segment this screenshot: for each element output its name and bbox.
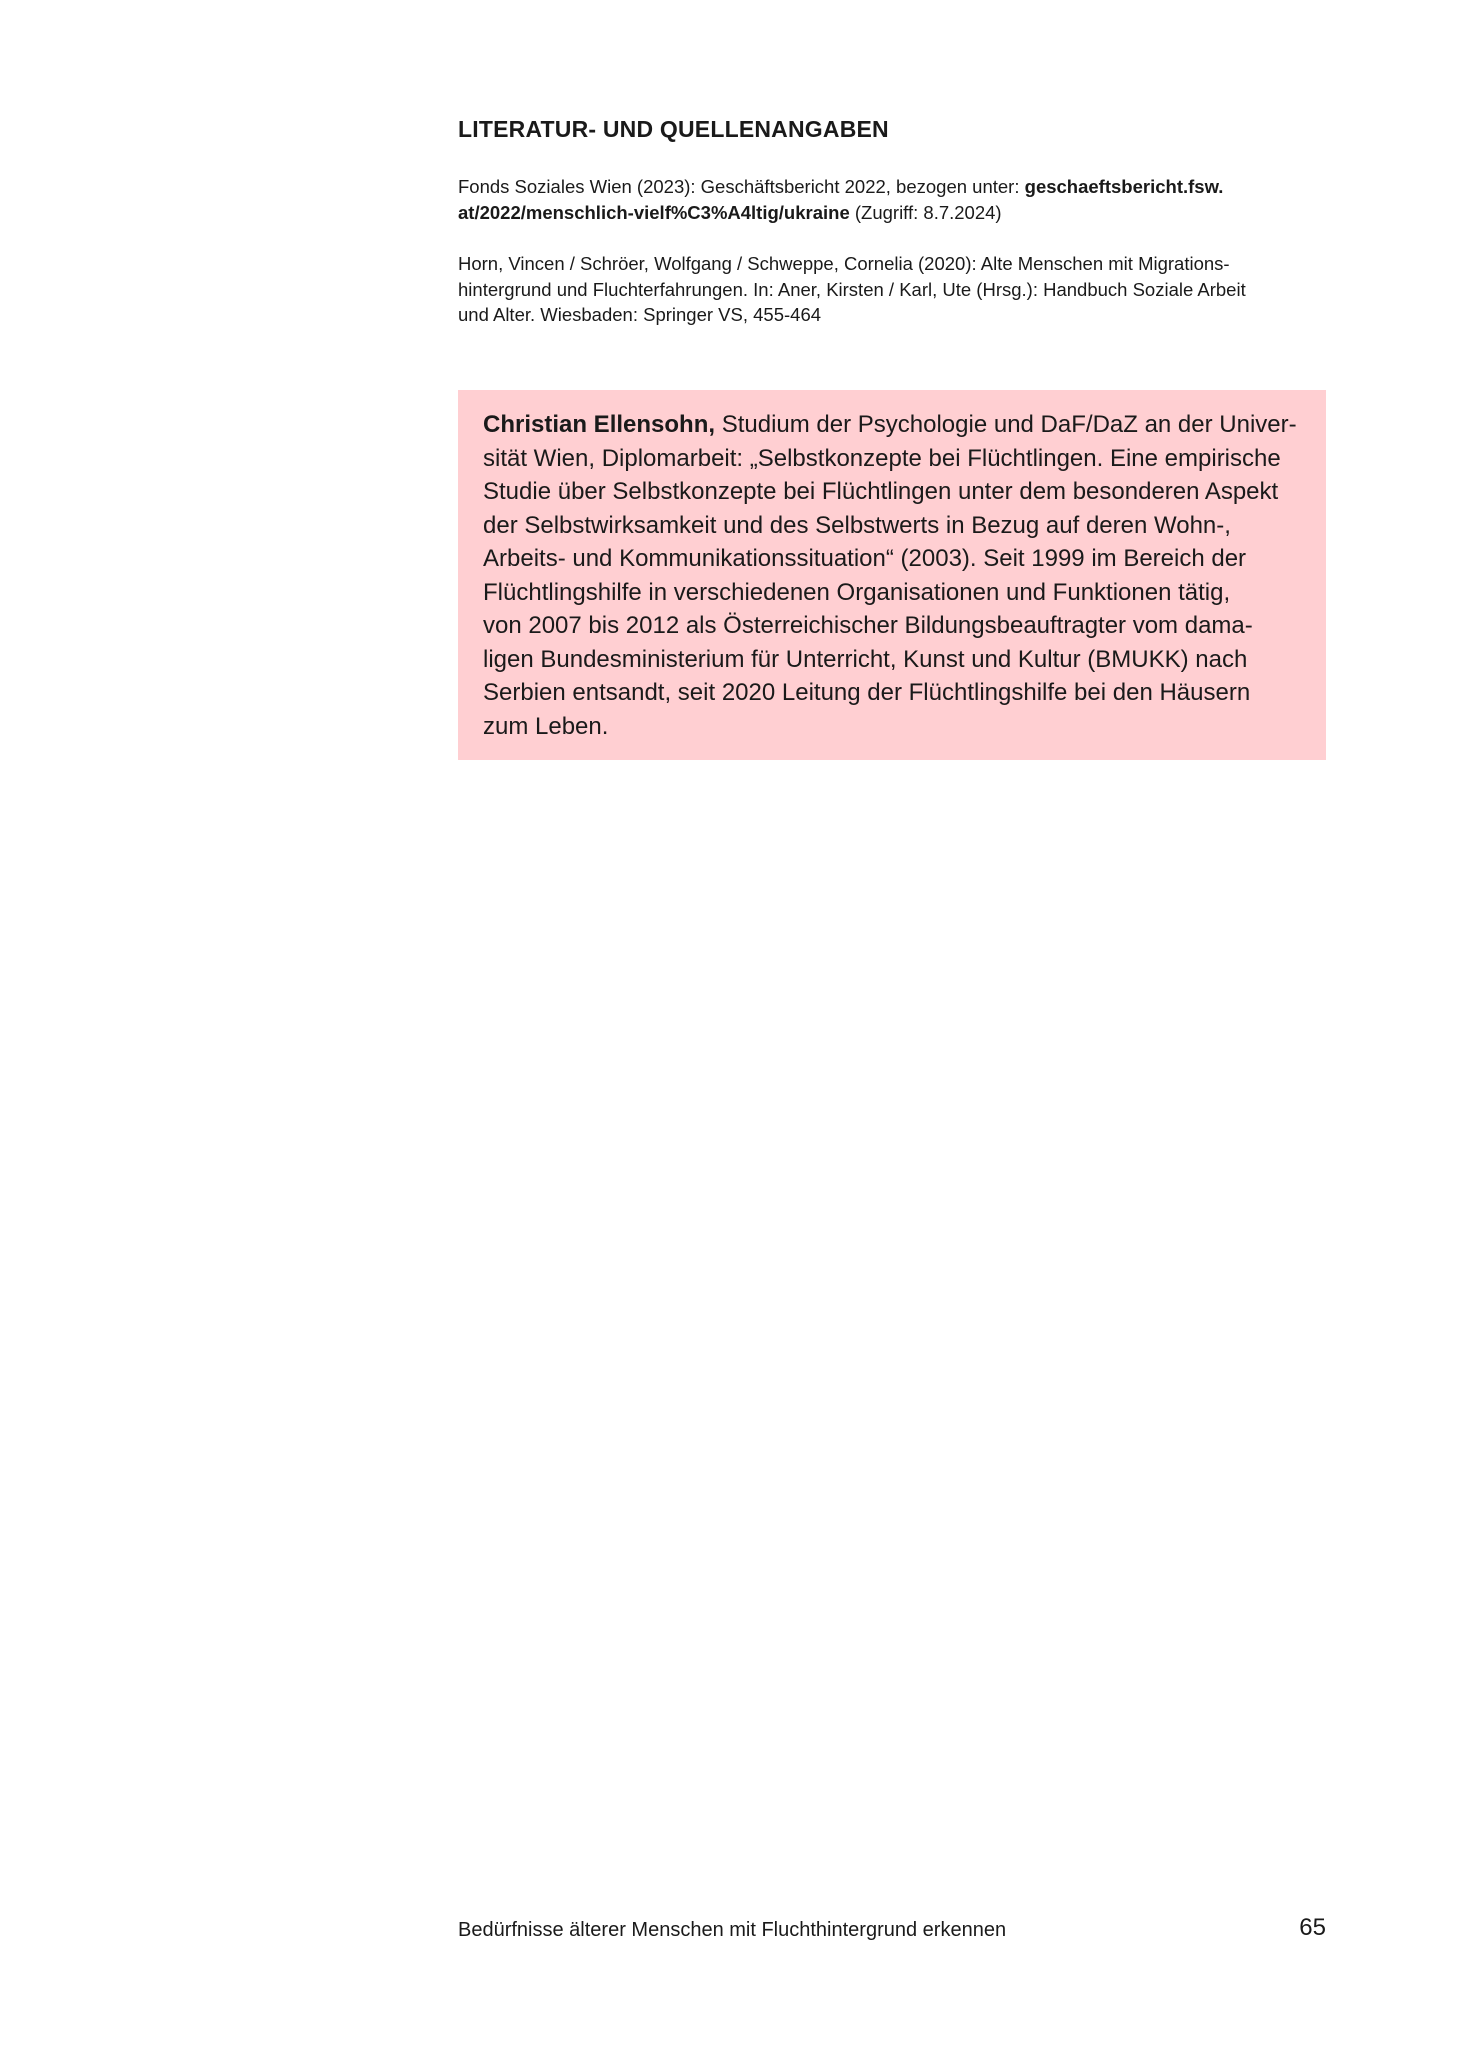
bio-line: der Selbstwirksamkeit und des Selbstwerts in Bezug auf deren Wohn-, — [483, 511, 1231, 539]
bio-line: Flüchtlingshilfe in verschiedenen Organisationen und Funktionen tätig, — [483, 578, 1231, 606]
author-name: Christian Ellensohn, — [483, 411, 716, 438]
reference-link: geschaeftsbericht.fsw. — [1024, 176, 1224, 197]
section-heading: LITERATUR- UND QUELLENANGABEN — [458, 116, 889, 142]
reference-text: Fonds Soziales Wien (2023): Geschäftsbericht 2022, bezogen unter: — [458, 176, 1025, 197]
reference-text: hintergrund und Fluchterfahrungen. In: Aner, Kirsten / Karl, Ute (Hrsg.): Handbuch Soziale Arbeit — [458, 278, 1246, 300]
author-bio-text — [483, 408, 1300, 743]
bio-line: Serbien entsandt, seit 2020 Leitung der Flüchtlingshilfe bei den Häusern — [483, 679, 1251, 706]
author-bio-box — [458, 390, 1326, 760]
bio-line: Arbeits- und Kommunikationssituation“ (2003). Seit 1999 im Bereich der — [483, 545, 1247, 572]
reference-entry — [458, 251, 1326, 328]
bio-line: von 2007 bis 2012 als Österreichischer Bildungsbeauftragter vom dama- — [483, 612, 1253, 639]
reference-entry — [458, 174, 1326, 225]
bio-line: ligen Bundesministerium für Unterricht, Kunst und Kultur (BMUKK) nach — [483, 645, 1248, 673]
bio-line: sität Wien, Diplomarbeit: „Selbstkonzepte bei Flüchtlingen. Eine empirische — [483, 444, 1281, 472]
reference-access-date: (Zugriff: 8.7.2024) — [849, 201, 1002, 223]
footer-title: Bedürfnisse älterer Menschen mit Fluchthintergrund erkennen — [458, 1919, 1007, 1941]
references-section — [458, 114, 1326, 354]
reference-link: at/2022/menschlich-vielf%C3%A4ltig/ukraine — [458, 201, 850, 223]
bio-line: Studie über Selbstkonzepte bei Flüchtlingen unter dem besonderen Aspekt — [483, 478, 1279, 505]
page-number: 65 — [1299, 1914, 1326, 1941]
bio-line: zum Leben. — [483, 712, 609, 740]
reference-text: Horn, Vincen / Schröer, Wolfgang / Schweppe, Cornelia (2020): Alte Menschen mit Migrations- — [458, 253, 1230, 274]
reference-text: und Alter. Wiesbaden: Springer VS, 455-464 — [458, 304, 822, 325]
bio-line: Studium der Psychologie und DaF/DaZ an der Univer- — [715, 411, 1297, 438]
